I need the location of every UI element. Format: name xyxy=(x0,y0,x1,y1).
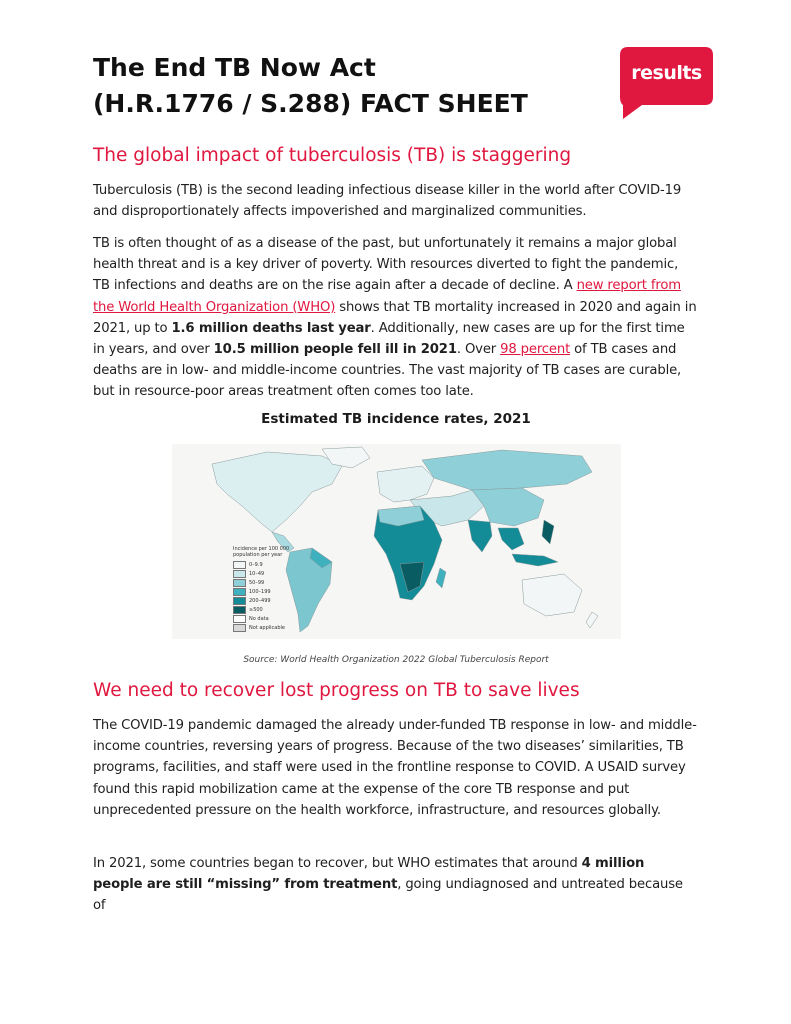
text-run: . Additionally, new cases are up for the first time in years, and over xyxy=(93,320,685,358)
text-run: . Over xyxy=(456,342,501,358)
legend-label: ≥500 xyxy=(249,606,263,613)
text-run: of TB cases and deaths are in low- and middle-income countries. The vast majority of TB cases are curable, but in resource-poor areas treatment often comes too late. xyxy=(93,342,682,400)
legend-item xyxy=(233,560,303,569)
legend-swatch xyxy=(233,624,246,632)
legend-swatch xyxy=(233,597,246,605)
title-line-1: The End TB Now Act xyxy=(93,53,376,82)
legend-swatch xyxy=(233,606,246,614)
legend-label: Not applicable xyxy=(249,624,285,631)
legend-swatch xyxy=(233,588,246,596)
legend-item xyxy=(233,596,303,605)
map-caption: Estimated TB incidence rates, 2021 xyxy=(261,411,531,427)
paragraph-intro: Tuberculosis (TB) is the second leading infectious disease killer in the world after COVID-19 and disproportionately affects impoverished and marginalized communities. xyxy=(93,183,682,220)
legend-item xyxy=(233,605,303,614)
legend-label: 200–499 xyxy=(249,597,271,604)
paragraph-missing-people xyxy=(93,853,698,917)
results-logo xyxy=(620,47,713,119)
paragraph-covid-impact: The COVID-19 pandemic damaged the already under-funded TB response in low- and middle-income countries, reversing years of progress. Because of the two diseases’ similarities, TB programs, facilities, and staff were used in the frontline response to COVID. A USAID survey found this rapid mobilization came at the expense of the core TB response and put unprecedented pressure on the health workforce, infrastructure, and resources globally. xyxy=(93,718,697,818)
section-heading-global-impact: The global impact of tuberculosis (TB) is staggering xyxy=(93,145,572,166)
missing-stat: 4 million people are still “missing” from treatment xyxy=(93,856,645,893)
ninety-eight-percent-link[interactable]: 98 percent xyxy=(500,342,571,358)
legend-label: 0–9.9 xyxy=(249,561,263,568)
legend-label: 50–99 xyxy=(249,579,265,586)
legend-item xyxy=(233,578,303,587)
legend-item xyxy=(233,623,303,632)
text-run: shows that TB mortality increased in 2020 and again in 2021, up to xyxy=(93,299,697,336)
legend-swatch xyxy=(233,615,246,623)
legend-item xyxy=(233,569,303,578)
legend-label: 100–199 xyxy=(249,588,271,595)
page-title xyxy=(93,50,593,122)
legend-item xyxy=(233,587,303,596)
title-line-2: (H.R.1776 / S.288) FACT SHEET xyxy=(93,89,528,118)
logo-wordmark: results xyxy=(631,62,702,84)
text-run: , going undiagnosed and untreated because of xyxy=(93,877,683,914)
cases-stat: 10.5 million people fell ill in 2021 xyxy=(213,342,457,358)
who-report-link[interactable]: new report from the World Health Organization (WHO) xyxy=(93,278,681,315)
legend-label: 10–49 xyxy=(249,570,265,577)
legend-label: No data xyxy=(249,615,269,622)
text-run: TB is often thought of as a disease of the past, but unfortunately it remains a major global health threat and is a key driver of poverty. With resources diverted to fight the pandemic, TB infections and deaths are on the rise again after a decade of decline. A xyxy=(93,236,679,294)
paragraph-who-report xyxy=(93,233,698,403)
legend-item xyxy=(233,614,303,623)
legend-swatch xyxy=(233,561,246,569)
deaths-stat: 1.6 million deaths last year xyxy=(171,320,371,336)
map-source: Source: World Health Organization 2022 Global Tuberculosis Report xyxy=(243,655,549,665)
text-run: In 2021, some countries began to recover, but WHO estimates that around xyxy=(93,856,582,871)
map-legend xyxy=(233,546,303,632)
legend-swatch xyxy=(233,570,246,578)
section-heading-recover-progress: We need to recover lost progress on TB to save lives xyxy=(93,680,580,701)
legend-title: Incidence per 100 000 population per year xyxy=(233,546,290,558)
legend-swatch xyxy=(233,579,246,587)
